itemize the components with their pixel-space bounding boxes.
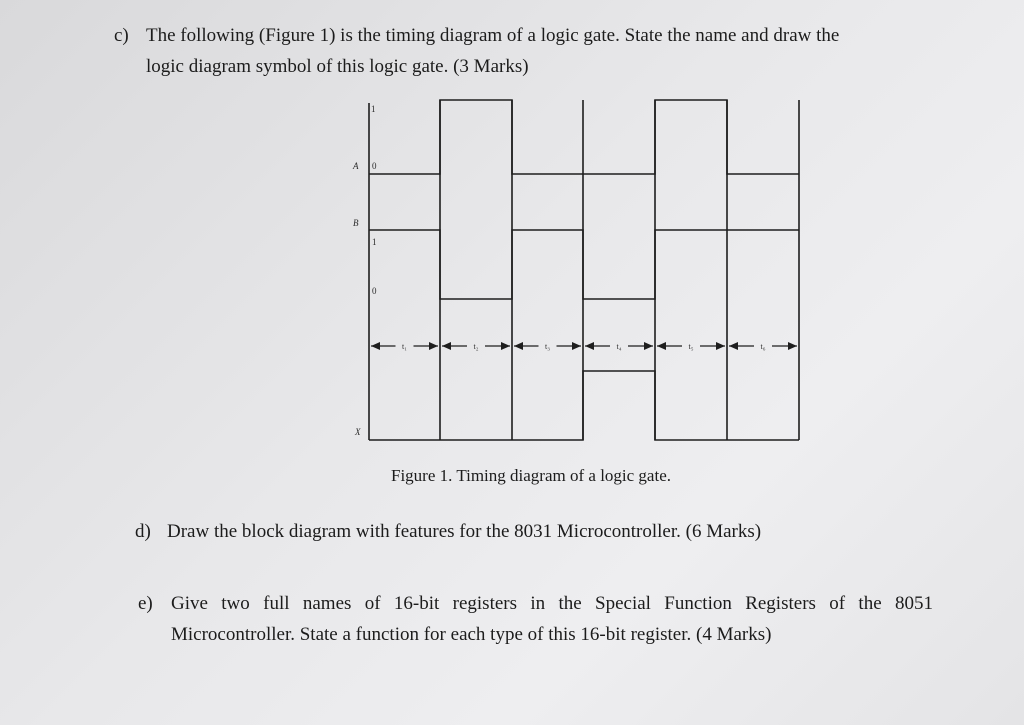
question-e: [138, 588, 998, 654]
question-c-letter: c): [114, 25, 129, 46]
signal-a-label: A: [353, 161, 359, 171]
signal-a-low-label: 0: [372, 161, 377, 171]
arrowhead-left: [371, 342, 380, 350]
arrowhead-left: [729, 342, 738, 350]
interval-arrows: [371, 342, 797, 350]
signal-a-high-label: 1: [371, 104, 376, 114]
interval-label-t3: t₃: [544, 342, 551, 351]
arrowhead-right: [788, 342, 797, 350]
figure-caption: Figure 1. Timing diagram of a logic gate.: [391, 466, 671, 485]
question-e-letter: e): [138, 593, 153, 614]
signal-x-label: X: [355, 427, 361, 437]
timing-diagram: [335, 95, 810, 450]
arrowhead-left: [657, 342, 666, 350]
waveform-x: [369, 371, 799, 440]
arrowhead-right: [429, 342, 438, 350]
arrowhead-left: [442, 342, 451, 350]
arrowhead-right: [572, 342, 581, 350]
question-c-line1: The following (Figure 1) is the timing diagram of a logic gate. State the name and draw the: [146, 25, 840, 46]
interval-label-t1: t₁: [401, 342, 408, 351]
interval-label-t5: t₅: [688, 342, 694, 351]
arrowhead-left: [585, 342, 594, 350]
signal-b-low-label: 0: [372, 286, 377, 296]
question-d-letter: d): [135, 521, 151, 542]
arrowhead-right: [716, 342, 725, 350]
interval-label-t2: t₂: [473, 342, 479, 351]
signal-b-high-label: 1: [372, 237, 377, 247]
interval-label-t6: t₆: [760, 342, 766, 351]
question-d-text: Draw the block diagram with features for the 8031 Microcontroller. (6 Marks): [167, 521, 762, 542]
waveform-b: [369, 230, 799, 299]
question-d: [135, 516, 895, 550]
signal-b-label: B: [353, 218, 359, 228]
arrowhead-right: [644, 342, 653, 350]
question-e-line2: Microcontroller. State a function for each type of this 16-bit register. (4 Marks): [171, 624, 772, 645]
arrowhead-left: [514, 342, 523, 350]
waveform-a: [369, 100, 799, 174]
question-c: [114, 20, 994, 90]
interval-label-t4: t₄: [616, 342, 622, 351]
question-e-line1: Give two full names of 16-bit registers in the Special Function Registers of the 8051: [171, 593, 933, 614]
arrowhead-right: [501, 342, 510, 350]
question-c-line2: logic diagram symbol of this logic gate. (3 Marks): [146, 56, 529, 77]
